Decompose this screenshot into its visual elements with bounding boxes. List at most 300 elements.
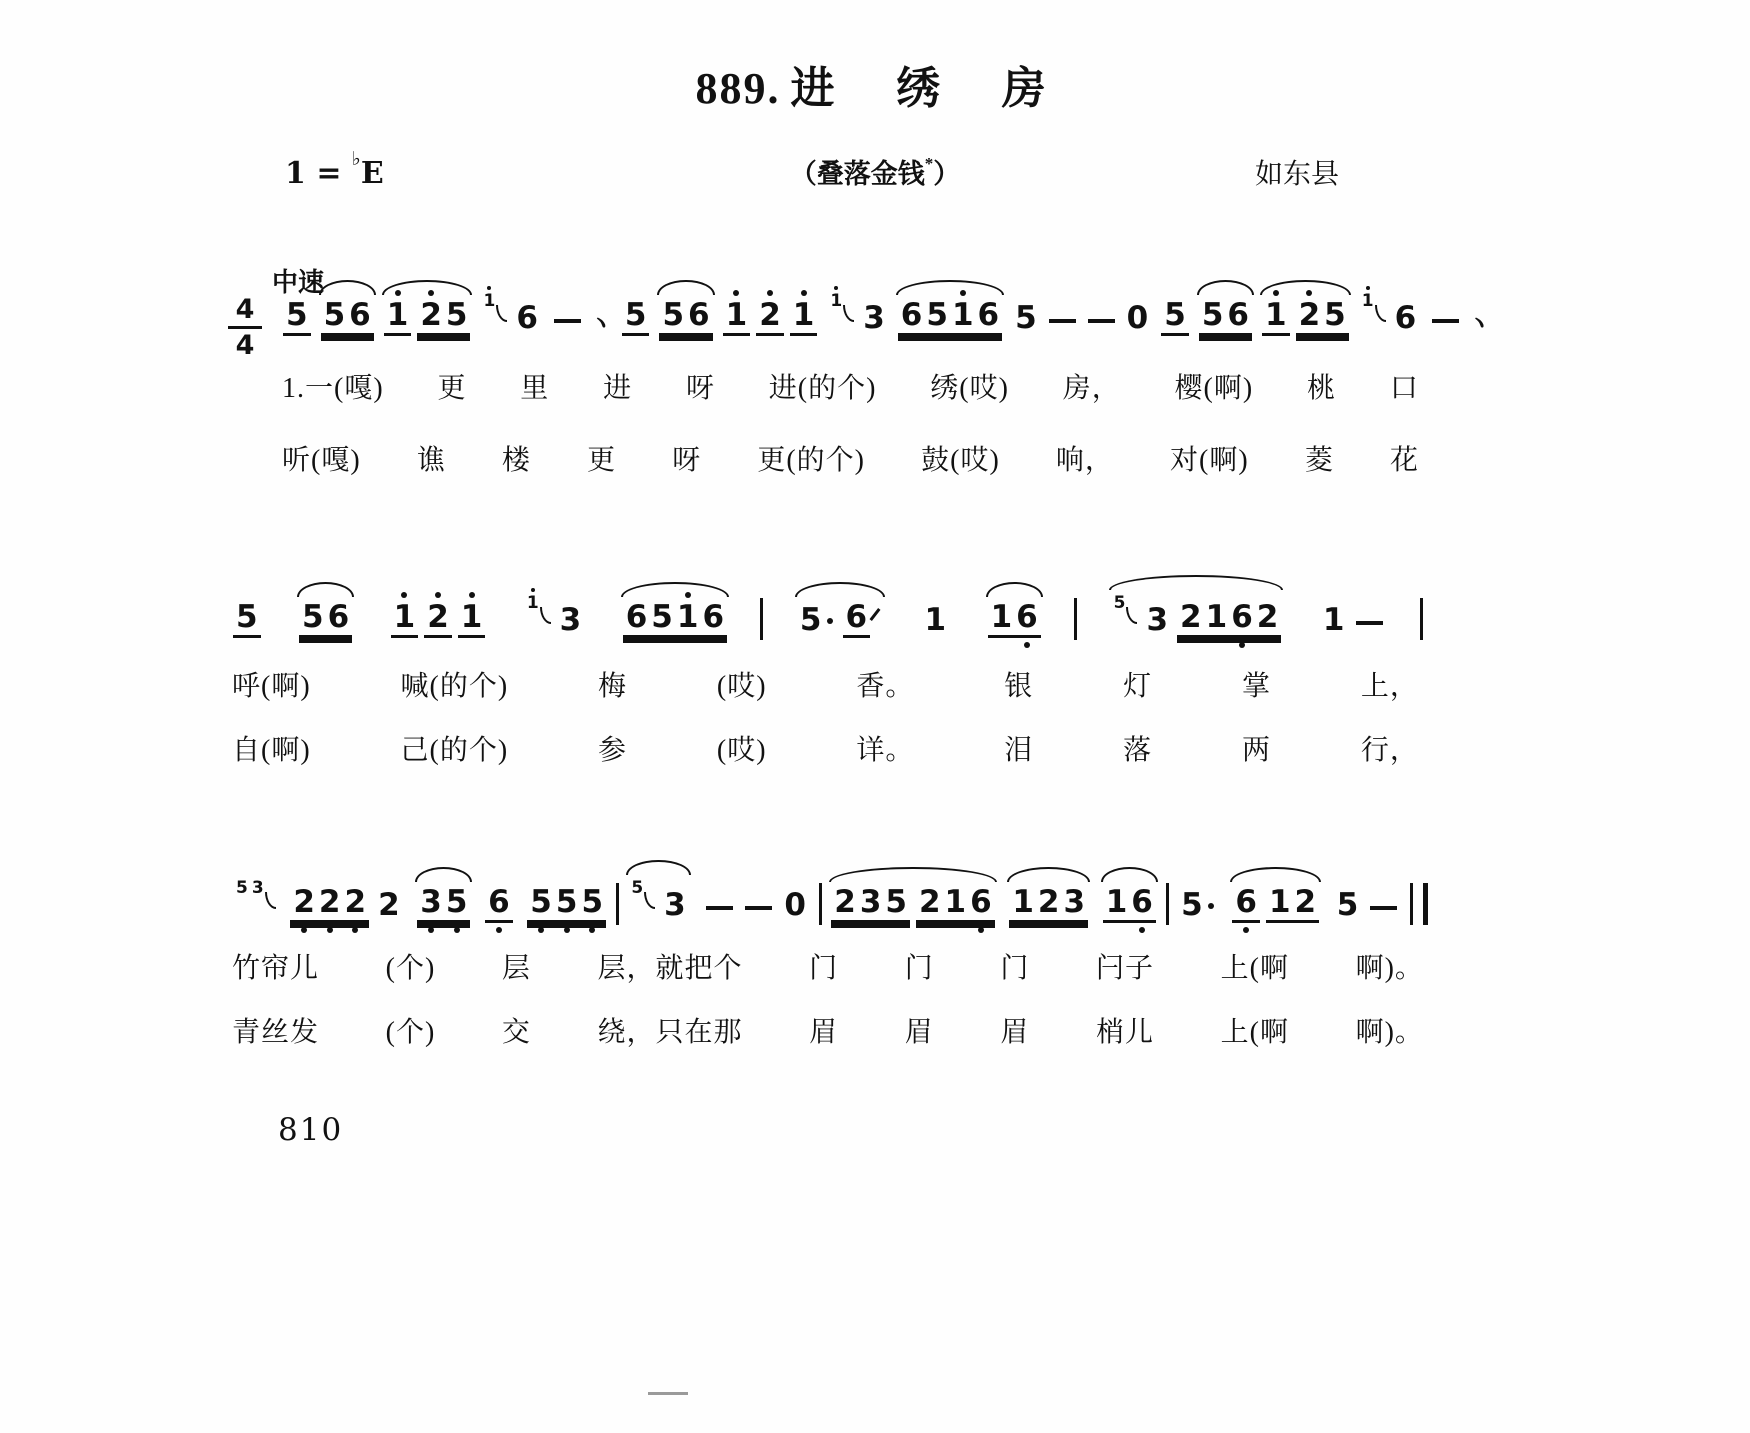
note-token [1266, 884, 1319, 923]
sustain-dash [554, 319, 581, 323]
lyric-segment: 眉 [904, 1017, 934, 1048]
lyric-segment: (哎) [716, 671, 767, 702]
lyric-segment: 竹帘儿 [232, 953, 320, 984]
note-digit: 1 [1012, 884, 1034, 920]
lyric-segment: 呀 [672, 445, 702, 476]
note-group [228, 880, 281, 923]
lyric-line [282, 438, 1419, 478]
note-token [1178, 887, 1218, 923]
note-digit: 5 [323, 297, 346, 333]
lyric-segment: 闩子 [1096, 953, 1155, 984]
note-digit: 5 [445, 297, 468, 333]
tempo-label: 中速 [272, 268, 325, 297]
barline [1166, 883, 1169, 925]
lyric-line [232, 1010, 1424, 1050]
page-number: 810 [278, 1112, 344, 1148]
note-digit: 6 [1129, 887, 1155, 918]
note-digit: 3 [418, 887, 444, 918]
lyric-segment: 绣(哎) [930, 373, 1009, 404]
note-digit: 1 [1205, 599, 1228, 635]
notation-row [228, 880, 1428, 923]
digit-strip [290, 884, 369, 923]
slur-group [1257, 297, 1354, 336]
notation-row [228, 595, 1423, 638]
note-digit: 6 [1394, 300, 1417, 336]
note-token [661, 887, 689, 923]
note-digit: 2 [425, 602, 451, 633]
note-digit: 6 [625, 599, 648, 635]
octave-dot-above [435, 592, 441, 598]
note-digit: 6 [1014, 602, 1040, 633]
lyric-segment: 响， [1055, 445, 1114, 476]
digit-strip [1012, 300, 1040, 336]
digit-strip [827, 293, 845, 312]
note-token [1232, 884, 1260, 923]
note-digit: 3 [863, 300, 885, 336]
note-digit: 5 [1113, 593, 1126, 613]
note-token [1103, 884, 1156, 923]
note-group [822, 293, 892, 336]
note-token [622, 297, 650, 336]
note-token [1009, 884, 1088, 923]
note-digit: 5 [1201, 297, 1224, 333]
lyric-segment: 青丝发 [232, 1017, 320, 1048]
lyric-segment: 门 [1000, 953, 1030, 984]
note-digit: 1 [990, 599, 1013, 635]
grace-note [1359, 293, 1386, 312]
slur-group [412, 884, 475, 923]
octave-dot-above [834, 286, 838, 290]
octave-dot-below [538, 927, 544, 933]
slur-group [826, 884, 999, 923]
note-token [1143, 602, 1171, 638]
note-digit: 5 [1015, 300, 1037, 336]
note-digit: 1 [924, 602, 947, 638]
grace-note [628, 880, 655, 899]
note-digit: 5 [1164, 297, 1186, 333]
note-token [756, 297, 784, 336]
note-digit: 2 [342, 887, 368, 918]
digit-strip [628, 880, 646, 899]
note-group [617, 297, 655, 336]
digit-strip [1359, 293, 1377, 312]
lyric-segment: 落 [1123, 735, 1153, 766]
digit-strip [299, 599, 352, 638]
octave-dot-above [767, 290, 773, 296]
digit-strip [622, 297, 650, 336]
lyric-segment: 参 [598, 735, 628, 766]
note-token [831, 884, 910, 923]
note-digit: 6 [702, 599, 725, 635]
note-digit: 5 [662, 297, 685, 333]
octave-dot-below [978, 927, 984, 933]
footnote-asterisk: * [924, 154, 934, 173]
breath-mark: ヽ [588, 309, 613, 337]
note-token [1320, 602, 1348, 638]
barline [760, 598, 763, 640]
note-group [1424, 309, 1495, 337]
note-digit: 1 [392, 602, 418, 633]
note-digit: 6 [1233, 887, 1259, 918]
lyric-segment: (哎) [716, 735, 767, 766]
lyric-segment: 呼(啊) [232, 671, 311, 702]
lyric-segment: (个) [385, 1017, 436, 1048]
note-digit: 1 [481, 293, 497, 310]
lyric-segment: 喊(的个) [400, 671, 509, 702]
lyric-segment: (个) [385, 953, 436, 984]
song-number: 889. [695, 64, 781, 113]
digit-strip [723, 297, 751, 336]
note-token [1199, 297, 1252, 336]
lyric-segment: 层，就把个 [597, 953, 743, 984]
octave-dot-below [1024, 642, 1030, 648]
grace-note [480, 293, 507, 312]
sustain-dash [1088, 319, 1115, 323]
octave-dot-above [801, 290, 807, 296]
note-group [718, 297, 823, 336]
octave-dot-below [301, 927, 307, 933]
digit-strip [1161, 297, 1189, 336]
note-digit: 6 [486, 887, 512, 918]
barline [819, 883, 822, 925]
note-group [546, 309, 617, 337]
sustain-dash [706, 906, 733, 910]
note-group [228, 599, 266, 638]
note-token [557, 602, 585, 638]
note-digit: 6 [968, 887, 994, 918]
digit-strip [860, 300, 888, 336]
time-signature-top: 4 [235, 294, 255, 325]
sustain-dash [1049, 319, 1076, 323]
lyric-segment: 门 [904, 953, 934, 984]
augmentation-dot [1208, 903, 1214, 909]
region-label: 如东县 [1255, 159, 1340, 190]
note-token [290, 884, 369, 923]
note-group [475, 293, 545, 336]
octave-dot-below [428, 927, 434, 933]
lyric-segment: 菱 [1304, 445, 1334, 476]
lyric-segment: 进 [603, 373, 633, 404]
octave-dot-below [454, 927, 460, 933]
digit-strip [391, 599, 419, 638]
note-digit: 2 [834, 884, 856, 920]
note-digit: 5 [631, 878, 644, 898]
note-digit: 1 [950, 300, 976, 331]
slur-group [618, 599, 732, 638]
note-digit: 5 [1336, 887, 1359, 923]
note-digit: 6 [900, 297, 923, 333]
barline [616, 883, 619, 925]
flat-sign: ♭ [351, 148, 361, 170]
note-digit: 5 [799, 602, 822, 638]
note-digit: 1 [1268, 884, 1291, 920]
note-digit: 1 [525, 595, 541, 612]
digit-strip [1232, 884, 1260, 923]
note-token [1012, 300, 1040, 336]
octave-dot-above [685, 592, 691, 598]
note-digit: 0 [1126, 300, 1149, 336]
note-group [386, 599, 491, 638]
key-signature: 1 = ♭E [285, 148, 384, 191]
digit-strip [790, 297, 818, 336]
note-digit: 5 [926, 297, 948, 333]
lyric-segment: 更 [437, 373, 467, 404]
digit-strip [916, 884, 995, 923]
note-digit: 5 [528, 887, 554, 918]
note-token [321, 297, 374, 336]
note-digit: 5 [286, 297, 308, 333]
note-digit: 2 [1294, 884, 1317, 920]
octave-dot-below [1139, 927, 1145, 933]
digit-strip [1262, 297, 1290, 336]
digit-strip [1199, 297, 1252, 336]
digit-strip [527, 884, 606, 923]
digit-strip [480, 293, 498, 312]
lyric-segment: 上， [1360, 671, 1419, 702]
barline [1074, 598, 1077, 640]
sustain-dash [1370, 906, 1397, 910]
digit-strip [1320, 602, 1348, 638]
digit-strip [1296, 297, 1349, 336]
note-token [860, 300, 888, 336]
octave-dot-above [733, 290, 739, 296]
note-digit: 6 [1227, 297, 1249, 333]
note-digit: 5 [236, 878, 248, 898]
note-digit: 0 [784, 887, 806, 923]
octave-dot-above [469, 592, 475, 598]
note-digit: 5 [302, 599, 324, 635]
note-digit: 6 [349, 297, 371, 333]
lyric-segment: 门 [809, 953, 839, 984]
digit-strip [1178, 887, 1218, 923]
digit-strip [1177, 599, 1281, 638]
note-token [417, 884, 470, 923]
note-digit: 5 [554, 887, 580, 918]
note-group [1315, 602, 1392, 638]
lyric-line [232, 946, 1424, 986]
note-digit: 6 [327, 599, 350, 635]
time-signature-divider [228, 326, 262, 329]
note-group [1007, 300, 1156, 336]
note-token [424, 599, 452, 638]
lyric-segment: 啊)。 [1355, 1017, 1424, 1048]
sustain-dash [745, 906, 772, 910]
digit-strip [1392, 300, 1420, 336]
octave-dot-below [1243, 927, 1249, 933]
note-digit: 5 [624, 297, 647, 333]
slur-group [1004, 884, 1093, 923]
page-title [0, 52, 1750, 116]
octave-dot-below [1239, 642, 1245, 648]
note-digit: 3 [559, 602, 582, 638]
digit-strip [1124, 300, 1152, 336]
note-token [458, 599, 486, 638]
note-digit: 6 [845, 599, 868, 635]
time-signature [228, 296, 262, 359]
lyric-segment: 灯 [1123, 671, 1153, 702]
note-digit: 5 [1324, 297, 1346, 333]
note-token [299, 599, 352, 638]
lyric-segment: 房， [1062, 373, 1121, 404]
digit-strip [1266, 884, 1319, 923]
digit-strip [1143, 602, 1171, 638]
note-token [485, 884, 513, 923]
digit-strip [1334, 887, 1362, 923]
lyric-segment: 啊)。 [1355, 953, 1424, 984]
note-digit: 1 [675, 602, 701, 633]
note-digit: 2 [1037, 884, 1060, 920]
note-digit: 1 [459, 602, 485, 633]
digit-strip [1009, 884, 1088, 923]
lyric-segment: 行， [1360, 735, 1419, 766]
note-token [843, 599, 884, 638]
note-digit: 2 [918, 884, 941, 920]
lyric-segment: 银 [1004, 671, 1034, 702]
note-digit: 3 [1146, 602, 1169, 638]
digit-strip [524, 595, 542, 614]
slur-group [1106, 595, 1287, 638]
lyric-segment: 泪 [1004, 735, 1034, 766]
octave-dot-below [589, 927, 595, 933]
scan-mark [648, 1392, 688, 1395]
note-group [917, 602, 955, 638]
lyric-line [232, 664, 1419, 704]
note-digit: 1 [791, 300, 817, 331]
lyric-segment: 上(啊 [1220, 1017, 1289, 1048]
digit-strip [922, 602, 950, 638]
note-group [522, 884, 611, 923]
note-digit: 1 [724, 300, 750, 331]
octave-dot-above [531, 588, 535, 592]
octave-dot-above [395, 290, 401, 296]
note-group [278, 297, 316, 336]
lyric-segment: 两 [1242, 735, 1272, 766]
note-token [283, 297, 311, 336]
digit-strip [1111, 595, 1129, 614]
note-digit: 2 [1180, 599, 1202, 635]
song-subtitle: （叠落金钱*） [789, 154, 961, 189]
note-token [898, 297, 1002, 336]
digit-strip [1103, 884, 1156, 923]
lyric-segment: 层 [501, 953, 531, 984]
slur-group [654, 297, 717, 336]
slur-group [983, 599, 1046, 638]
note-token [797, 602, 837, 638]
note-digit: 5 [579, 887, 605, 918]
note-digit: 6 [688, 297, 710, 333]
digit-strip [898, 297, 1002, 336]
octave-dot-above [487, 286, 491, 290]
lyric-segment: 更(的个) [757, 445, 865, 476]
note-digit: 1 [385, 300, 411, 331]
note-token [1392, 300, 1420, 336]
note-token [513, 300, 541, 336]
lyric-segment: 梢儿 [1096, 1017, 1155, 1048]
digit-strip [233, 880, 267, 899]
grace-note [1111, 595, 1138, 614]
note-group [519, 595, 589, 638]
digit-strip [485, 884, 513, 923]
note-digit: 2 [378, 887, 400, 923]
note-digit: 3 [251, 878, 264, 898]
note-digit: 3 [859, 884, 882, 920]
digit-strip [623, 599, 727, 638]
notation-row [278, 291, 1492, 337]
note-token [384, 297, 412, 336]
note-token [1334, 887, 1362, 923]
note-token [527, 884, 606, 923]
note-digit: 2 [291, 887, 317, 918]
time-signature-bottom: 4 [235, 330, 255, 361]
note-digit: 1 [1360, 293, 1376, 310]
augmentation-dot [827, 618, 833, 624]
lyric-segment: 进(的个) [768, 373, 877, 404]
note-token [781, 887, 809, 923]
grace-note [233, 880, 276, 899]
note-digit: 2 [757, 300, 783, 331]
note-token [1124, 300, 1152, 336]
note-token [988, 599, 1041, 638]
note-token [922, 602, 950, 638]
lyric-segment: 樱(啊) [1174, 373, 1254, 404]
lyric-segment: 香。 [856, 671, 915, 702]
lyric-segment: 自(啊) [232, 735, 311, 766]
note-token [1161, 297, 1189, 336]
lyric-segment: 对(啊) [1170, 445, 1249, 476]
lyric-segment: 交 [501, 1017, 531, 1048]
lyric-segment: 谯 [416, 445, 446, 476]
grace-note [827, 293, 854, 312]
octave-dot-above [1273, 290, 1279, 296]
note-digit: 1 [1263, 300, 1289, 331]
slur-group [294, 599, 357, 638]
lyric-segment: 口 [1389, 373, 1419, 404]
digit-strip [988, 599, 1041, 638]
note-digit: 3 [1063, 884, 1086, 920]
digit-strip [424, 599, 452, 638]
slur-group [893, 297, 1007, 336]
lyric-segment: 鼓(哎) [921, 445, 1000, 476]
slur-group [1098, 884, 1161, 923]
note-digit: 1 [1105, 884, 1128, 920]
note-digit: 2 [418, 300, 444, 331]
note-token [1262, 297, 1290, 336]
note-group [1354, 293, 1424, 336]
octave-dot-below [352, 927, 358, 933]
octave-dot-above [1366, 286, 1370, 290]
slur-group [316, 297, 379, 336]
octave-dot-above [428, 290, 434, 296]
sustain-dash [1356, 621, 1383, 625]
note-group [285, 884, 407, 923]
sustain-dash [1432, 319, 1459, 323]
slide-mark [870, 608, 881, 621]
lyric-line [282, 366, 1419, 406]
digit-strip [375, 887, 403, 923]
slur-group [1194, 297, 1257, 336]
song-title: 进 绣 房 [790, 64, 1055, 113]
note-token [1296, 297, 1349, 336]
note-digit: 1 [828, 293, 844, 310]
note-digit: 6 [977, 297, 1000, 333]
octave-dot-above [401, 592, 407, 598]
digit-strip [797, 602, 837, 638]
note-group [1329, 887, 1406, 923]
lyric-segment: 呀 [685, 373, 715, 404]
note-digit: 2 [1297, 300, 1323, 331]
note-digit: 5 [444, 887, 470, 918]
grace-note [524, 595, 551, 614]
